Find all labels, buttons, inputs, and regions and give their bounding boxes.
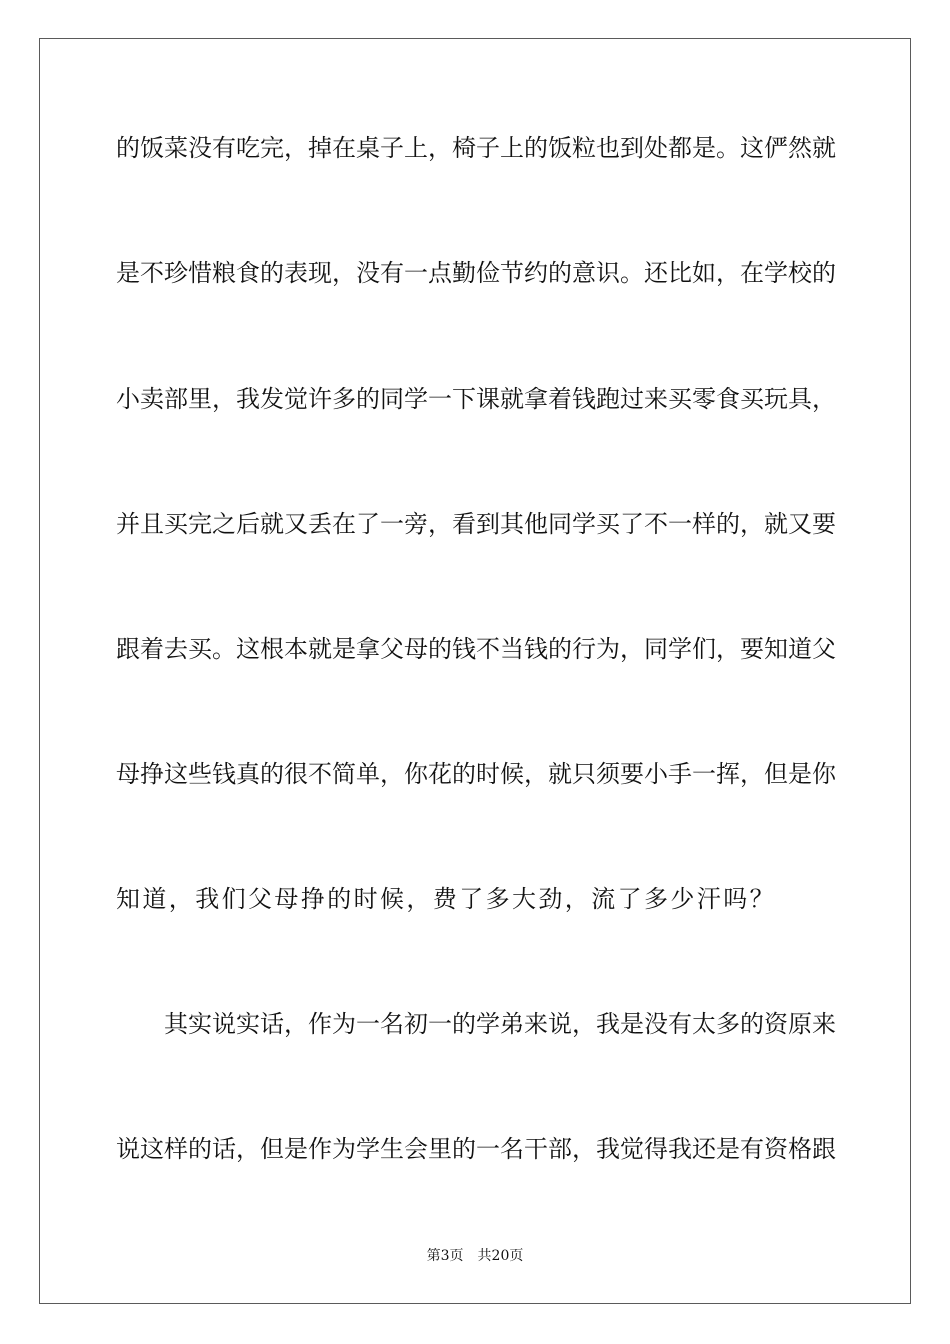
paragraph-line-6: 母挣这些钱真的很不简单，你花的时候，就只须要小手一挥，但是你: [116, 760, 836, 788]
paragraph-line-1: 的饭菜没有吃完，掉在桌子上，椅子上的饭粒也到处都是。这俨然就: [116, 134, 836, 162]
paragraph-line-9: 说这样的话，但是作为学生会里的一名干部，我觉得我还是有资格跟: [116, 1135, 836, 1163]
paragraph-line-4: 并且买完之后就又丢在了一旁，看到其他同学买了不一样的，就又要: [116, 510, 836, 538]
paragraph-line-7: 知道，我们父母挣的时候，费了多大劲，流了多少汗吗？: [116, 885, 776, 913]
page-border: [39, 38, 911, 1304]
page-number: 第3页: [426, 1248, 464, 1264]
paragraph-line-8: 其实说实话，作为一名初一的学弟来说，我是没有太多的资原来: [164, 1010, 836, 1038]
paragraph-line-5: 跟着去买。这根本就是拿父母的钱不当钱的行为，同学们，要知道父: [116, 635, 836, 663]
total-pages: 共20页: [477, 1248, 524, 1264]
page-footer: [0, 1246, 950, 1266]
paragraph-line-3: 小卖部里，我发觉许多的同学一下课就拿着钱跑过来买零食买玩具，: [116, 385, 836, 413]
paragraph-line-2: 是不珍惜粮食的表现，没有一点勤俭节约的意识。还比如，在学校的: [116, 259, 836, 287]
